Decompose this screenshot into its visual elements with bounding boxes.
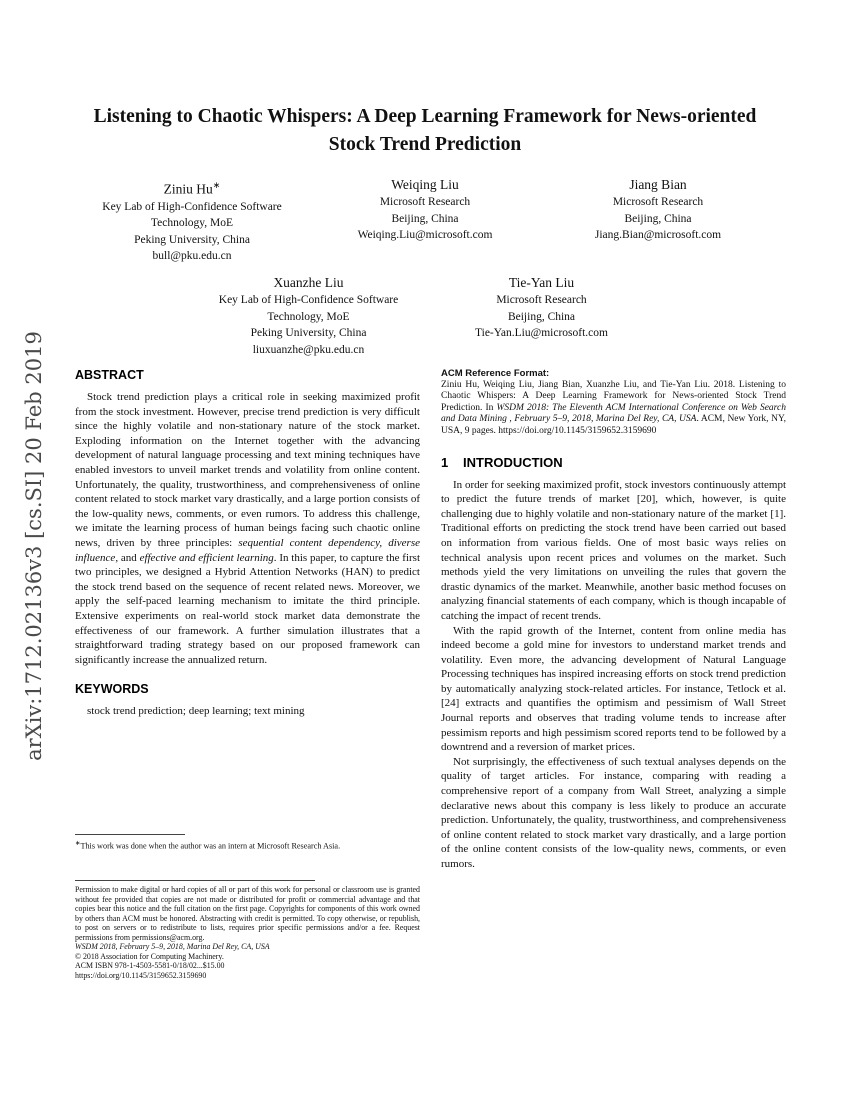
author-name-text: Xuanzhe Liu	[273, 275, 344, 290]
doi-link[interactable]: https://doi.org/10.1145/3159652.3159690	[75, 970, 207, 980]
author-affiliation-line: Microsoft Research	[379, 196, 471, 208]
intro-paragraph-1: In order for seeking maximized profit, stock investors continuously attempt to predict the future trends of market [20], which, however, is quite challenging due to highly volatile and non-stationary nature of the market [1]. Traditional efforts on predicting the stock trend have been carried out based on information from various fields. One of most basic ways relies on technical analysis upon recent prices and volumes on the market. Such methods yield the very limitations on unveiling the rules that govern the drastic dynamics of the market. Meanwhile, another basic method focuses on analyzing financial statements of each company, which is though incapable of catching the impact of recent trends.	[441, 478, 786, 622]
author-name	[192, 274, 425, 292]
copyright-line: © 2018 Association for Computing Machinery.	[75, 951, 224, 961]
author-name	[425, 274, 658, 292]
left-column	[75, 368, 420, 719]
author-block	[425, 274, 658, 358]
permission-rule	[75, 880, 315, 881]
footnote	[75, 834, 420, 852]
isbn-line: ACM ISBN 978-1-4503-5581-0/18/02...$15.00	[75, 961, 225, 970]
author-affiliation-line: Key Lab of High-Confidence Software	[218, 294, 399, 306]
intro-paragraph-2: With the rapid growth of the Internet, content from online media has indeed become a gold mine for investors to understand market trends and volatility. Even more, the advancing development of Natural Language Processing techniques has inspired increasing efforts on stock trend prediction by automatically analyzing stock-related articles. For instance, Tetlock et al. [24] extracts and quantifies the optimism and pessimism of Wall Street Journal reports and observes that trading volume tends to increase after pessimism reports and high pessimism scored reports tend to be followed by a downtrend and a reversion of market prices.	[441, 624, 786, 754]
section-title: INTRODUCTION	[463, 454, 563, 470]
permission-block	[75, 880, 420, 980]
author-affiliation-line: Beijing, China	[507, 310, 576, 323]
author-affiliation-line: Beijing, China	[624, 212, 692, 225]
keywords-text: stock trend prediction; deep learning; text mining	[87, 705, 305, 718]
section-heading-keywords: KEYWORDS	[75, 682, 149, 697]
author-block	[542, 176, 775, 265]
author-block	[309, 176, 542, 265]
author-row-1	[75, 176, 775, 265]
author-name-text: Jiang Bian	[629, 177, 687, 192]
author-email[interactable]: bull@pku.edu.cn	[152, 250, 232, 262]
author-name	[309, 176, 542, 194]
author-email[interactable]: Weiqing.Liu@microsoft.com	[357, 229, 493, 241]
footnote-mark: ∗	[75, 840, 81, 847]
author-affiliation-line: Technology, MoE	[267, 310, 350, 323]
section-heading-abstract: ABSTRACT	[75, 368, 144, 382]
footnote-rule	[75, 834, 185, 835]
author-block	[192, 274, 425, 358]
intro-paragraph-3: Not surprisingly, the effectiveness of such textual analyses depends on the quality of target articles. For instance, comparing with reading a comprehensive report of a company from Wall Street, analyzing a simple declarative news about this company is less likely to produce an accurate prediction. Unfortunately, the quality, trustworthiness, and comprehensiveness of online content related to stock market vary drastically, and a large portion of the online content consists of the low-quality news, comments, or even rumors.	[441, 755, 786, 870]
author-name-text: Tie-Yan Liu	[508, 275, 575, 290]
author-affiliation-line: Peking University, China	[250, 327, 367, 339]
right-column	[441, 368, 786, 872]
author-email[interactable]: Jiang.Bian@microsoft.com	[594, 229, 722, 241]
author-row-2	[75, 274, 775, 358]
section-heading-introduction	[441, 455, 786, 470]
author-affiliation-line: Microsoft Research	[496, 294, 587, 306]
author-affiliation-line: Peking University, China	[134, 233, 250, 246]
permission-text: Permission to make digital or hard copies of all or part of this work for personal or classroom use is granted without fee provided that copies are not made or distributed for profit or commercial advantage and that copies bear this notice and the full citation on the first page. Copyrights for components of this work owned by others than ACM must be honored. Abstracting with credit is permitted. To copy otherwise, or republish, to post on servers or to redistribute to lists, requires prior specific permissions and/or a fee. Request permissions from permissions@acm.org.	[75, 885, 420, 942]
footnote-text: This work was done when the author was an intern at Microsoft Research Asia.	[80, 841, 341, 851]
author-affiliation-line: Beijing, China	[391, 212, 459, 225]
abstract-text: Stock trend prediction plays a critical role in seeking maximized profit from the stock investment. However, precise trend prediction is very difficult since the highly volatile and non-stationary nature of the stock market. Exploding information on the Internet together with the advancing development of natural language processing and text mining techniques have enabled investors to unveil market trends and volatility from online content. Unfortunately, the quality, trustworthiness, and comprehensiveness of online content related to stock market vary drastically, and a large portion consists of the low-quality news, comments, or even rumors. To address this challenge, we imitate the learning process of human beings facing such chaotic online news, driven by three principles: sequential content dependency, diverse influence, and effective and efficient learning. In this paper, to capture the first two principles, we designed a Hybrid Attention Networks (HAN) to predict the stock trend based on the sequence of recent related news. Moreover, we apply the self-paced learning mechanism to imitate the third principle. Extensive experiments on real-world stock market data demonstrate the effectiveness of our framework. A further simulation illustrates that a straightforward trading strategy based on our proposed framework can significantly increase the annualized return.	[75, 391, 420, 666]
author-name-text: Weiqing Liu	[391, 177, 459, 192]
author-email[interactable]: Tie-Yan.Liu@microsoft.com	[475, 327, 608, 339]
paper-title: Listening to Chaotic Whispers: A Deep Learning Framework for News-oriented Stock Trend Prediction	[93, 106, 757, 155]
author-name-text: Ziniu Hu	[163, 181, 213, 197]
author-affiliation-line: Technology, MoE	[150, 217, 234, 229]
author-block	[76, 176, 309, 265]
author-affiliation-line: Microsoft Research	[612, 196, 704, 208]
author-affiliation-line: Key Lab of High-Confidence Software	[102, 200, 282, 213]
arxiv-watermark: arXiv:1712.02136v3 [cs.SI] 20 Feb 2019	[22, 331, 46, 761]
author-email[interactable]: liuxuanzhe@pku.edu.cn	[252, 343, 365, 356]
author-footnote-mark: ∗	[212, 180, 221, 190]
author-name	[76, 176, 309, 199]
acm-reference-text: Ziniu Hu, Weiqing Liu, Jiang Bian, Xuanzhe Liu, and Tie-Yan Liu. 2018. Listening to Chaotic Whispers: A Deep Learning Framework for News-oriented Stock Trend Prediction. In WSDM 2018: The Eleventh ACM International Conference on Web Search and Data Mining , February 5–9, 2018, Marina Del Rey, CA, USA. ACM, New York, NY, USA, 9 pages. https://doi.org/10.1145/3159652.3159690	[441, 379, 786, 436]
section-number: 1	[441, 454, 449, 470]
author-name	[542, 176, 775, 194]
acm-reference-heading: ACM Reference Format:	[441, 368, 550, 379]
conference-venue: WSDM 2018, February 5–9, 2018, Marina Del Rey, CA, USA	[75, 942, 270, 951]
